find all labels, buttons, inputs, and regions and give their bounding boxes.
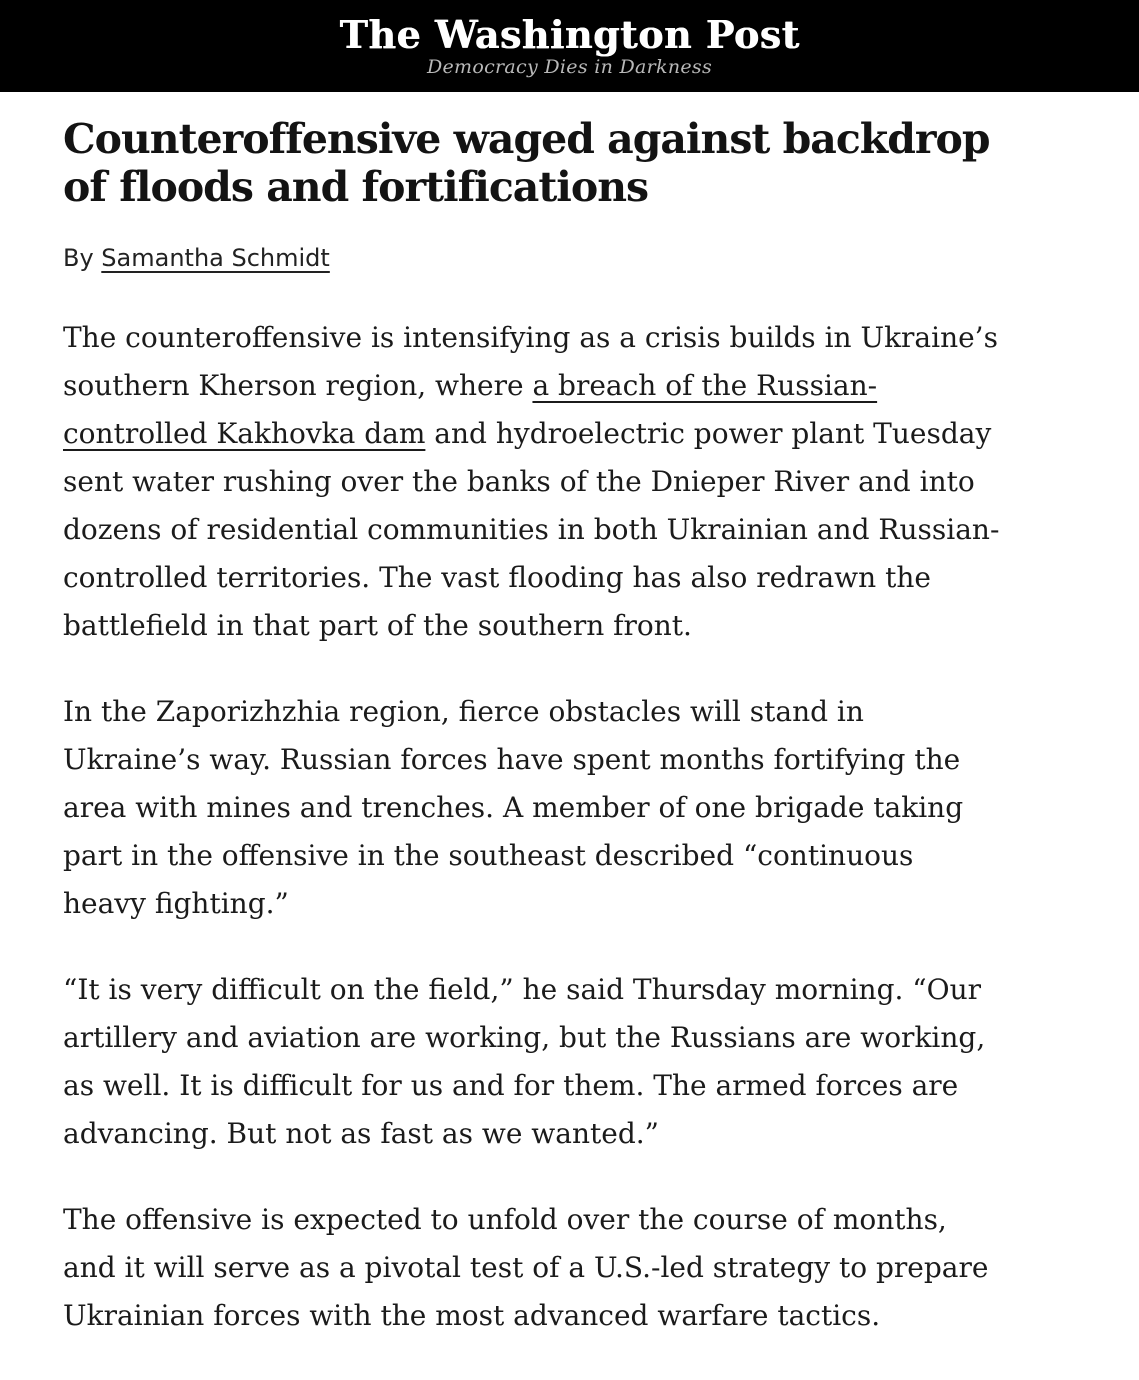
paragraph-1 (63, 314, 1003, 650)
paragraph-1-text-before: The counteroffensive is intensifying as a crisis builds in Ukraine’s southern Kherson region, where (63, 321, 998, 403)
headline: Counteroffensive waged against backdrop of floods and fortifications (63, 115, 990, 211)
author-link[interactable]: Samantha Schmidt (101, 244, 330, 273)
wapo-logo[interactable]: The Washington Post (339, 12, 800, 57)
masthead (0, 0, 1139, 92)
paragraph-3: “It is very difficult on the field,” he said Thursday morning. “Our artillery and aviation are working, but the Russians are working, as well. It is difficult for us and for them. The armed forces are advancing. But not as fast as we wanted.” (63, 973, 986, 1151)
kakhovka-dam-breach-link[interactable]: a breach of the Russian-controlled Kakhovka dam (63, 369, 878, 451)
masthead-tagline: Democracy Dies in Darkness (426, 56, 713, 78)
paragraph-2: In the Zaporizhzhia region, fierce obstacles will stand in Ukraine’s way. Russian forces have spent months fortifying the area with mines and trenches. A member of one brigade taking part in the offensive in the southeast described “continuous heavy fighting.” (63, 695, 964, 921)
article (0, 92, 1139, 1380)
byline (63, 244, 1003, 272)
paragraph-4: The offensive is expected to unfold over the course of months, and it will serve as a pivotal test of a U.S.-led strategy to prepare Ukrainian forces with the most advanced warfare tactics. (63, 1203, 989, 1333)
byline-prefix: By (63, 244, 102, 273)
paragraph-1-text-after: and hydroelectric power plant Tuesday sent water rushing over the banks of the Dnieper River and into dozens of residential communities in both Ukrainian and Russian-controlled territories. The vast flooding has also redrawn the battlefield in that part of the southern front. (63, 417, 1000, 643)
